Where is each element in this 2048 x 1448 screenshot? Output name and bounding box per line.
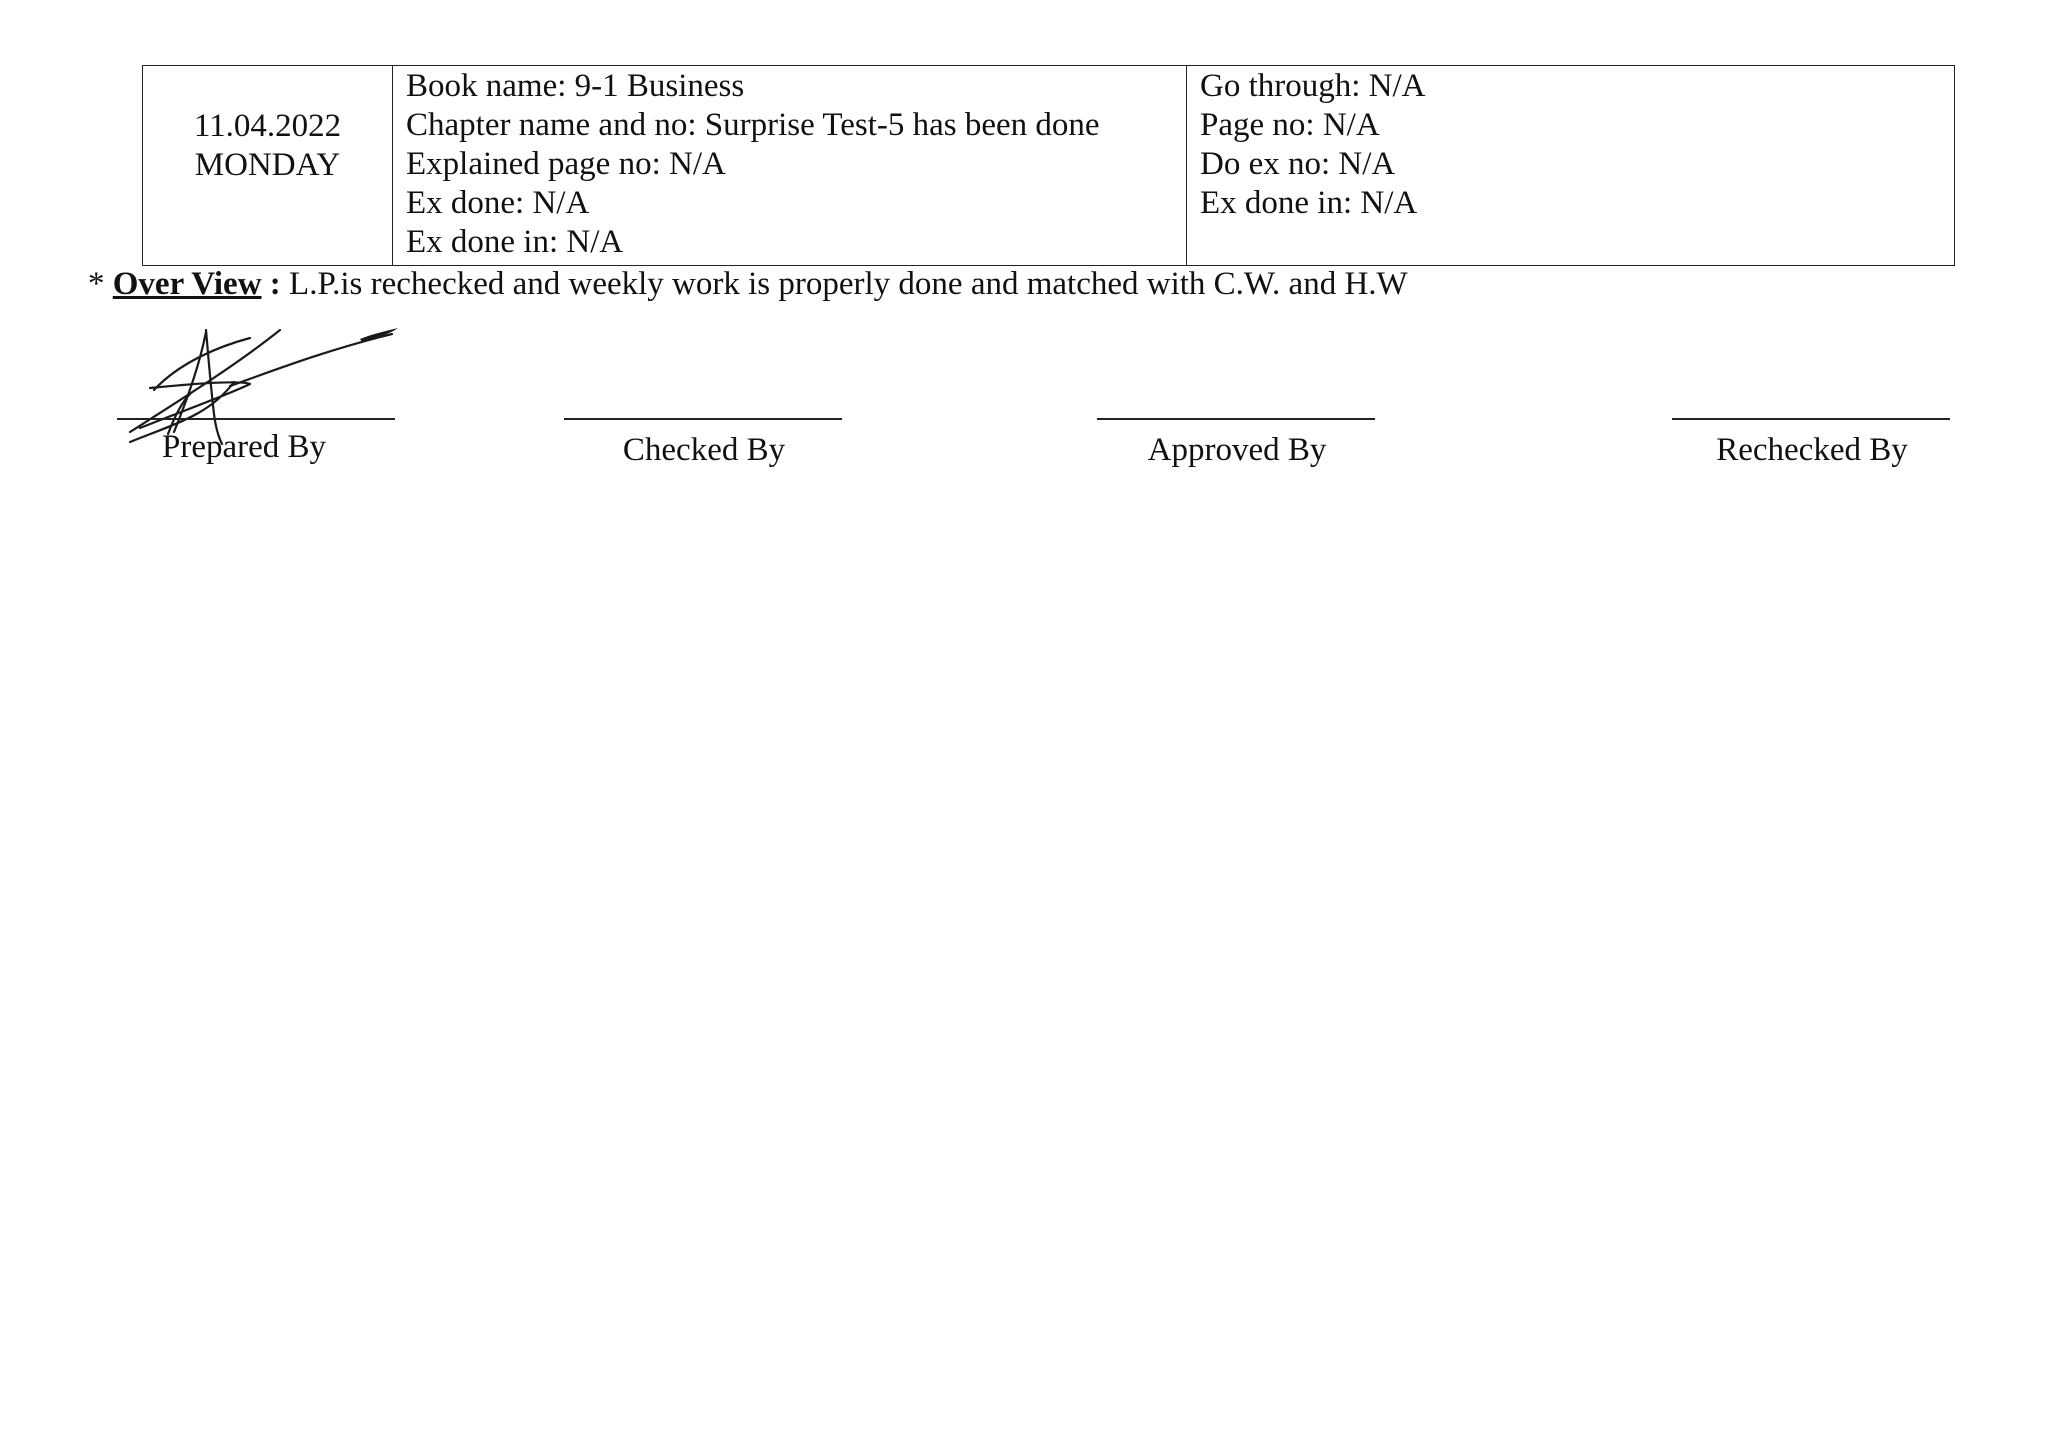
prepared-by-label: Prepared By	[162, 429, 327, 465]
signature-line	[1097, 418, 1375, 420]
signature-line	[1672, 418, 1950, 420]
home-work-cell	[1187, 66, 1955, 266]
date-cell	[143, 66, 393, 266]
do-ex-no-line: Do ex no: N/A	[1200, 146, 1396, 182]
explained-page-line: Explained page no: N/A	[406, 146, 726, 182]
signature-line	[117, 418, 395, 420]
hw-ex-done-in-line: Ex done in: N/A	[1200, 185, 1418, 221]
checked-by-label: Checked By	[622, 432, 786, 468]
date-text: 11.04.2022	[193, 108, 342, 144]
ex-done-in-line: Ex done in: N/A	[406, 224, 624, 260]
lesson-plan-table	[142, 65, 1955, 266]
overview-label: Over View	[112, 266, 262, 302]
rechecked-by-block	[1672, 418, 1952, 468]
chapter-line: Chapter name and no: Surprise Test-5 has been done	[406, 107, 1100, 143]
overview-colon: :	[269, 266, 281, 302]
page-no-line: Page no: N/A	[1200, 107, 1380, 143]
approved-by-label: Approved By	[1147, 432, 1327, 468]
overview-note	[88, 264, 1408, 304]
day-text: MONDAY	[194, 147, 341, 183]
class-work-cell	[393, 66, 1187, 266]
table-row	[143, 66, 1955, 266]
checked-by-block	[564, 418, 844, 468]
approved-by-block	[1097, 418, 1377, 468]
prepared-by-block	[117, 418, 397, 468]
ex-done-line: Ex done: N/A	[406, 185, 590, 221]
overview-text: L.P.is rechecked and weekly work is properly done and matched with C.W. and H.W	[289, 266, 1408, 302]
overview-bullet: *	[88, 266, 105, 302]
go-through-line: Go through: N/A	[1200, 68, 1426, 104]
rechecked-by-label: Rechecked By	[1716, 432, 1908, 468]
signature-line	[564, 418, 842, 420]
book-name-line: Book name: 9-1 Business	[406, 68, 745, 104]
